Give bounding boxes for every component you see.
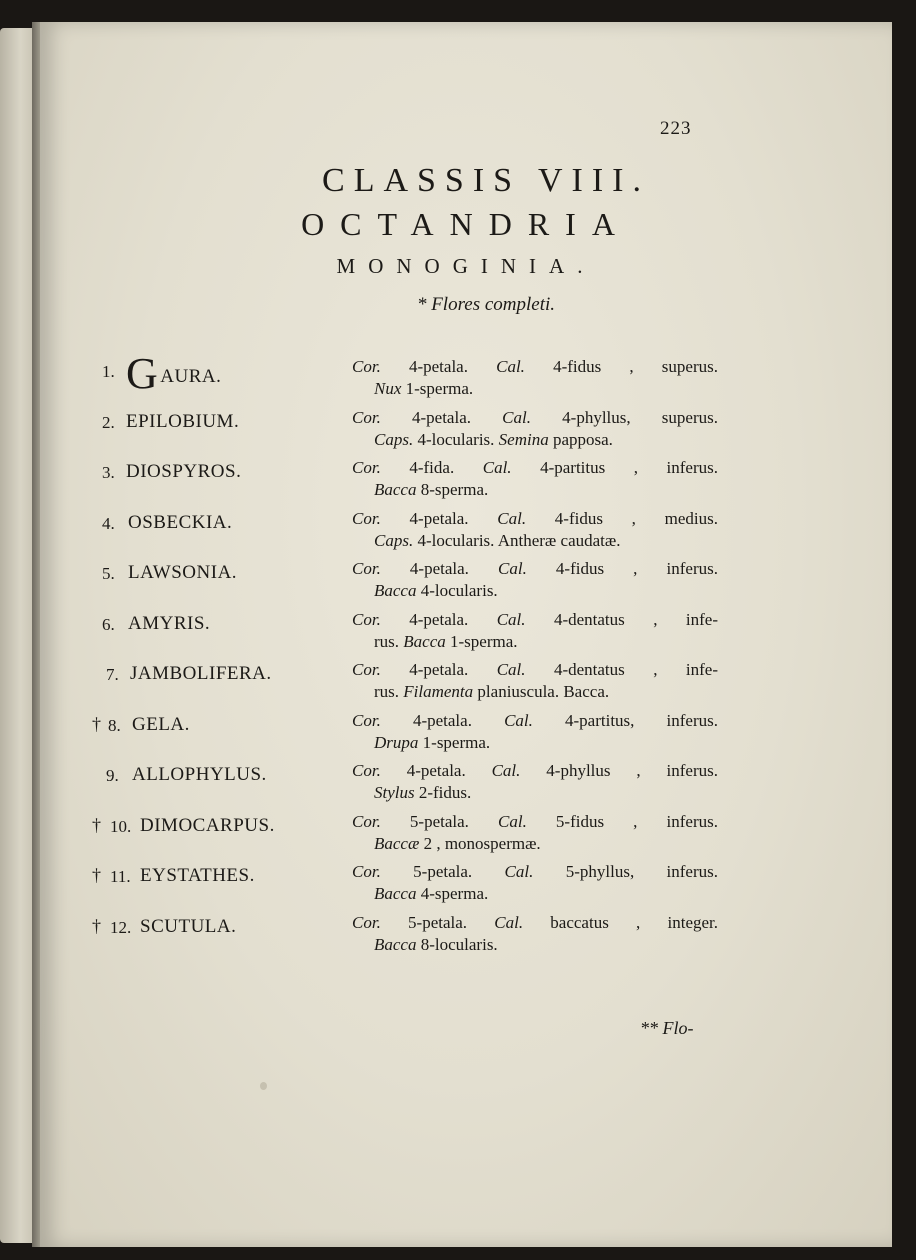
description-line-2: Bacca 4-sperma. bbox=[374, 884, 489, 903]
genus-name bbox=[128, 613, 210, 635]
order-name: MONOGINIA. bbox=[336, 254, 596, 278]
page-number: 223 bbox=[660, 118, 692, 139]
facing-page-edge bbox=[0, 28, 34, 1243]
genus-name bbox=[126, 411, 239, 433]
genus-name bbox=[128, 512, 232, 534]
genus-description bbox=[352, 407, 718, 451]
description-line-1: Cor. 4-petala. Cal. 4-dentatus , infe- bbox=[352, 660, 718, 679]
genus-text: ALLOPHYLUS. bbox=[132, 764, 267, 785]
description-line-2: Nux 1-sperma. bbox=[374, 379, 474, 398]
description-line-2: Caps. 4-locularis. Antheræ caudatæ. bbox=[374, 530, 621, 550]
genus-name bbox=[130, 663, 272, 685]
dagger-mark: † bbox=[92, 915, 101, 936]
list-item bbox=[40, 605, 892, 655]
genus-description bbox=[352, 356, 718, 400]
description-line-2: Drupa 1-sperma. bbox=[374, 732, 491, 752]
dagger-mark: † bbox=[92, 814, 101, 835]
genus-text: AURA. bbox=[160, 366, 222, 387]
entry-number: 12. bbox=[110, 917, 132, 937]
genus-description bbox=[352, 861, 718, 905]
book-page bbox=[40, 22, 892, 1247]
genus-text: OSBECKIA. bbox=[128, 511, 233, 533]
list-item bbox=[40, 807, 892, 857]
genus-name bbox=[140, 865, 255, 887]
list-item bbox=[40, 655, 892, 705]
description-line-2: rus. Bacca 1-sperma. bbox=[374, 631, 518, 651]
genus-text: EYSTATHES. bbox=[140, 865, 255, 886]
description-line-2: Bacca 8-locularis. bbox=[374, 934, 498, 954]
list-item bbox=[40, 706, 892, 756]
entry-number: 2. bbox=[102, 412, 115, 432]
list-item bbox=[40, 756, 892, 806]
entry-number: 1. bbox=[102, 362, 115, 381]
genus-description bbox=[352, 710, 718, 754]
catchword: ** Flo- bbox=[640, 1018, 694, 1038]
genus-text: EPILOBIUM. bbox=[126, 410, 240, 432]
entry-number: 9. bbox=[106, 766, 119, 785]
dagger-mark: † bbox=[92, 713, 101, 734]
genus-name bbox=[140, 815, 275, 837]
class-name: OCTANDRIA bbox=[301, 206, 631, 242]
list-item bbox=[40, 554, 892, 604]
description-line-2: Stylus 2-fidus. bbox=[374, 783, 472, 802]
description-line-1: Cor. 5-petala. Cal. 5-fidus , inferus. bbox=[352, 811, 718, 831]
genus-text: AMYRIS. bbox=[128, 612, 211, 634]
genus-text: SCUTULA. bbox=[140, 915, 237, 937]
entry-number: 3. bbox=[102, 463, 115, 482]
genus-description bbox=[352, 558, 718, 602]
description-line-2: Caps. 4-locularis. Semina papposa. bbox=[374, 429, 613, 449]
entry-number: 4. bbox=[102, 513, 115, 533]
list-item bbox=[40, 403, 892, 453]
description-line-1: Cor. 4-petala. Cal. 4-fidus , superus. bbox=[352, 357, 718, 376]
entry-number: 5. bbox=[102, 564, 115, 583]
ink-spot bbox=[260, 1082, 267, 1090]
genus-name bbox=[126, 349, 222, 398]
genus-name bbox=[140, 916, 236, 938]
list-item bbox=[40, 504, 892, 554]
entry-number: 11. bbox=[110, 867, 131, 886]
description-line-1: Cor. 4-fida. Cal. 4-partitus , inferus. bbox=[352, 458, 718, 477]
genus-name bbox=[126, 461, 241, 483]
description-line-1: Cor. 5-petala. Cal. baccatus , integer. bbox=[352, 912, 719, 932]
description-line-2: Bacca 4-locularis. bbox=[374, 581, 498, 600]
description-line-2: Bacca 8-sperma. bbox=[374, 480, 489, 499]
genus-description bbox=[352, 659, 718, 703]
description-line-1: Cor. 4-petala. Cal. 4-dentatus , infe- bbox=[352, 609, 718, 629]
list-item bbox=[40, 453, 892, 503]
description-line-1: Cor. 5-petala. Cal. 5-phyllus, inferus. bbox=[352, 862, 718, 881]
drop-initial: G bbox=[126, 349, 159, 398]
genus-description bbox=[352, 811, 718, 855]
description-line-1: Cor. 4-petala. Cal. 4-phyllus, superus. bbox=[352, 407, 718, 427]
entry-number: 7. bbox=[106, 665, 119, 684]
genus-text: LAWSONIA. bbox=[128, 562, 238, 583]
entry-number: 10. bbox=[110, 816, 132, 836]
genus-description bbox=[352, 912, 718, 956]
genus-name bbox=[132, 764, 267, 786]
dagger-mark: † bbox=[92, 865, 101, 885]
description-line-1: Cor. 4-petala. Cal. 4-partitus, inferus. bbox=[352, 710, 718, 730]
genus-name bbox=[128, 562, 237, 584]
section-heading: * Flores completi. bbox=[416, 294, 556, 315]
genus-description bbox=[352, 760, 718, 804]
genus-description bbox=[352, 457, 718, 501]
list-item bbox=[40, 908, 892, 958]
list-item bbox=[40, 349, 892, 402]
description-line-1: Cor. 4-petala. Cal. 4-phyllus , inferus. bbox=[352, 761, 718, 780]
genus-name bbox=[132, 714, 190, 736]
description-line-2: Baccæ 2 , monospermæ. bbox=[374, 833, 541, 853]
genus-text: DIMOCARPUS. bbox=[140, 814, 275, 836]
genus-text: GELA. bbox=[132, 713, 190, 735]
description-line-2: rus. Filamenta planiuscula. Bacca. bbox=[374, 682, 610, 701]
genus-text: JAMBOLIFERA. bbox=[130, 663, 272, 684]
entry-number: 8. bbox=[108, 715, 121, 735]
description-line-1: Cor. 4-petala. Cal. 4-fidus , medius. bbox=[352, 508, 718, 528]
description-line-1: Cor. 4-petala. Cal. 4-fidus , inferus. bbox=[352, 559, 718, 578]
entry-number: 6. bbox=[102, 614, 115, 634]
list-item bbox=[40, 857, 892, 907]
genus-text: DIOSPYROS. bbox=[126, 461, 242, 482]
class-title: CLASSIS VIII. bbox=[322, 162, 650, 199]
genus-description bbox=[352, 609, 718, 653]
genus-description bbox=[352, 508, 718, 552]
